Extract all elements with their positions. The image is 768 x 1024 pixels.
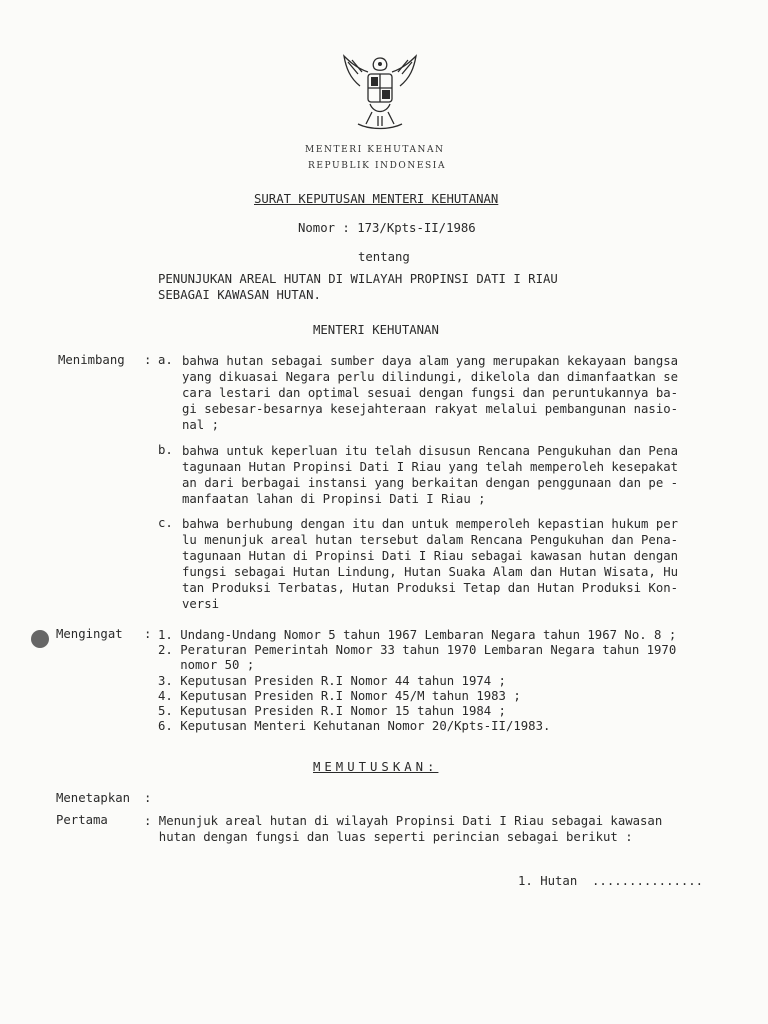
item-b-line: an dari berbagai instansi yang berkaitan dengan penggunaan dan pe - [182, 476, 679, 490]
item-c-marker: c. [158, 516, 173, 530]
tentang-label: tentang [358, 250, 410, 264]
item-a-line: bahwa hutan sebagai sumber daya alam yang merupakan kekayaan bangsa [182, 354, 679, 368]
decree-number: Nomor : 173/Kpts-II/1986 [298, 221, 476, 235]
menimbang-separator: : [144, 353, 152, 367]
pertama-line: hutan dengan fungsi dan luas seperti perincian sebagai berikut : [144, 830, 633, 844]
item-c-line: bahwa berhubung dengan itu dan untuk memperoleh kepastian hukum per [182, 517, 679, 531]
mengingat-item: 2. Peraturan Pemerintah Nomor 33 tahun 1970 Lembaran Negara tahun 1970 [158, 643, 677, 657]
item-c-line: lu menunjuk areal hutan tersebut dalam Rencana Pengukuhan dan Pena- [182, 533, 679, 547]
mengingat-item: nomor 50 ; [158, 658, 255, 672]
item-c-line: versi [182, 597, 220, 611]
mengingat-item: 3. Keputusan Presiden R.I Nomor 44 tahun 1974 ; [158, 674, 506, 688]
item-a-line: cara lestari dan optimal sesuai dengan fungsi dan peruntukannya ba- [182, 386, 679, 400]
mengingat-item: 1. Undang-Undang Nomor 5 tahun 1967 Lembaran Negara tahun 1967 No. 8 ; [158, 628, 677, 642]
subject-line-2: SEBAGAI KAWASAN HUTAN. [158, 288, 321, 302]
punch-hole-mark [31, 630, 49, 648]
item-c-line: tan Produksi Terbatas, Hutan Produksi Tetap dan Hutan Produksi Kon- [182, 581, 679, 595]
pertama-line: : Menunjuk areal hutan di wilayah Propinsi Dati I Riau sebagai kawasan [144, 814, 663, 828]
item-c-line: tagunaan Hutan di Propinsi Dati I Riau sebagai kawasan hutan dengan [182, 549, 679, 563]
memutuskan-heading: MEMUTUSKAN: [313, 760, 439, 774]
item-b-marker: b. [158, 443, 173, 457]
item-a-line: gi sebesar-besarnya kesejahteraan rakyat melalui pembangunan nasio- [182, 402, 679, 416]
mengingat-item: 6. Keputusan Menteri Kehutanan Nomor 20/Kpts-II/1983. [158, 719, 551, 733]
menetapkan-separator: : [144, 791, 152, 805]
item-b-line: manfaatan lahan di Propinsi Dati I Riau ; [182, 492, 486, 506]
mengingat-item: 4. Keputusan Presiden R.I Nomor 45/M tahun 1983 ; [158, 689, 521, 703]
mengingat-separator: : [144, 627, 152, 641]
ministry-line-2: REPUBLIK INDONESIA [308, 161, 447, 171]
item-a-line: nal ; [182, 418, 220, 432]
menimbang-label: Menimbang [58, 353, 125, 367]
mengingat-item: 5. Keputusan Presiden R.I Nomor 15 tahun 1984 ; [158, 704, 506, 718]
pertama-label: Pertama [56, 813, 108, 827]
item-b-line: tagunaan Hutan Propinsi Dati I Riau yang telah memperoleh kesepakat [182, 460, 679, 474]
menetapkan-label: Menetapkan [56, 791, 131, 805]
mengingat-label: Mengingat [56, 627, 123, 641]
hutan-item: 1. Hutan ............... [518, 874, 704, 888]
item-a-marker: a. [158, 353, 173, 367]
item-c-line: fungsi sebagai Hutan Lindung, Hutan Suaka Alam dan Hutan Wisata, Hu [182, 565, 679, 579]
item-a-line: yang dikuasai Negara perlu dilindungi, dikelola dan dimanfaatkan se [182, 370, 679, 384]
ministry-line-1: MENTERI KEHUTANAN [305, 145, 445, 155]
subject-line-1: PENUNJUKAN AREAL HUTAN DI WILAYAH PROPINSI DATI I RIAU [158, 272, 558, 286]
item-b-line: bahwa untuk keperluan itu telah disusun Rencana Pengukuhan dan Pena [182, 444, 679, 458]
minister-heading: MENTERI KEHUTANAN [313, 323, 439, 337]
decree-title: SURAT KEPUTUSAN MENTERI KEHUTANAN [254, 192, 499, 206]
garuda-emblem-icon [338, 52, 422, 134]
